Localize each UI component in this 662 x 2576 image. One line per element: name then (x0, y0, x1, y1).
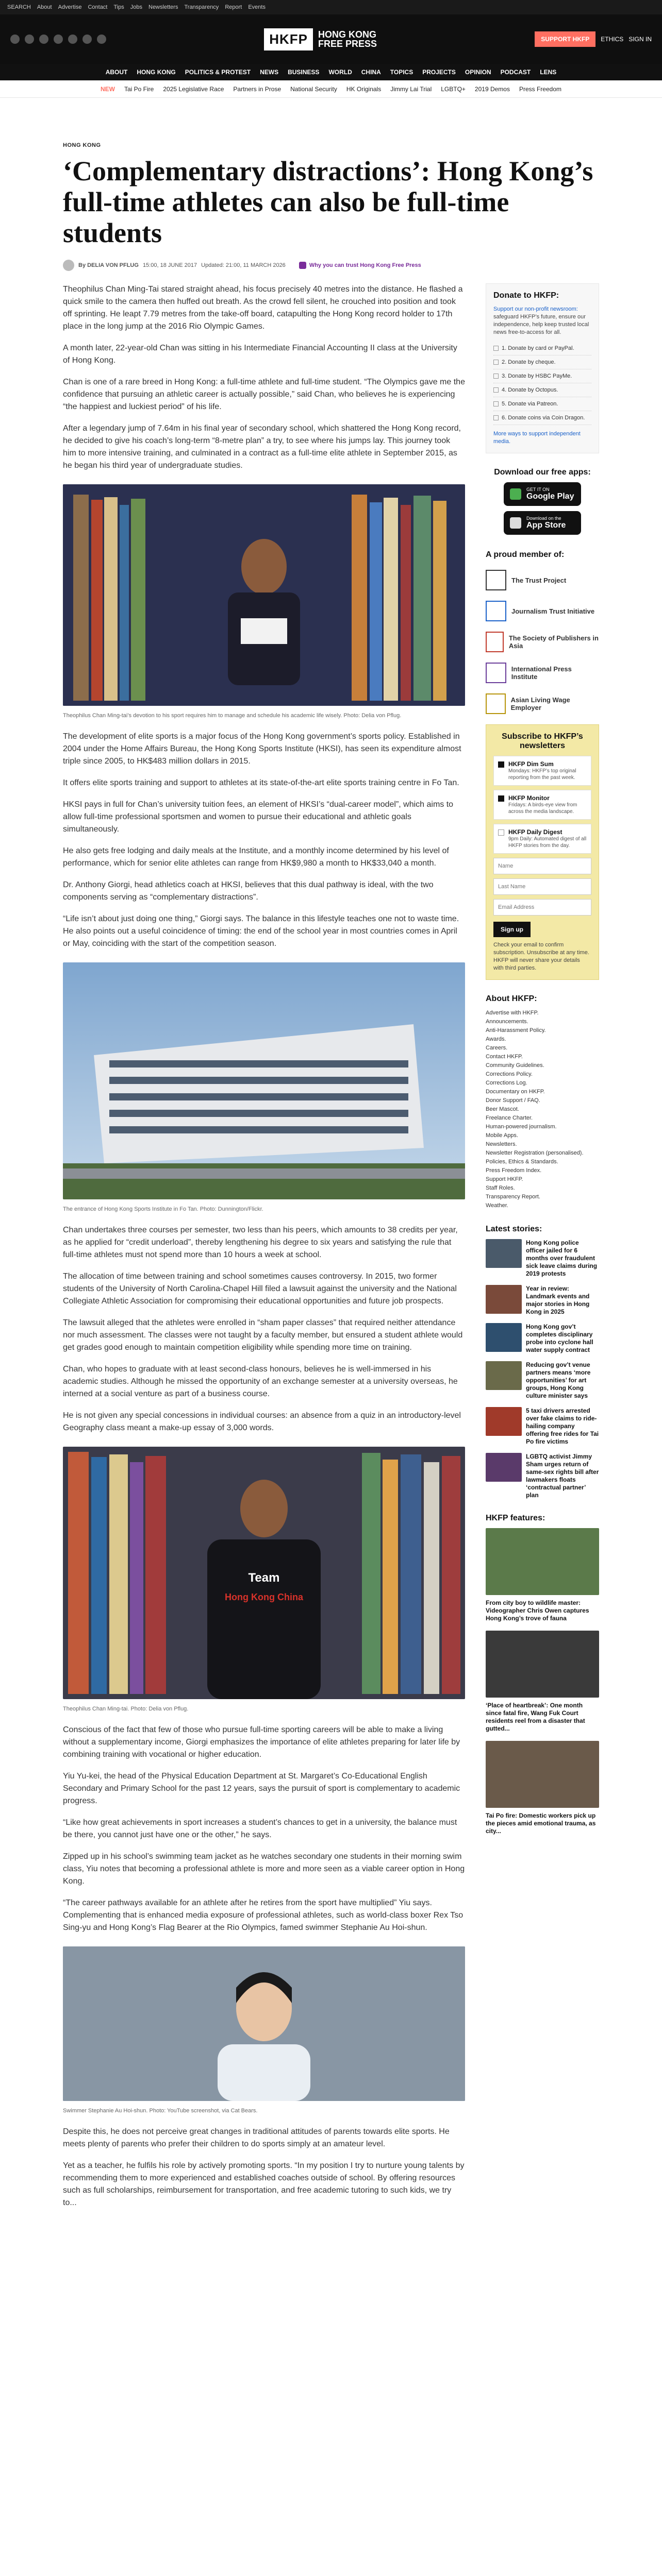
about-link[interactable]: Transparency Report. (486, 1194, 540, 1200)
logo-mark: HKFP (264, 28, 313, 50)
photo-caption: Swimmer Stephanie Au Hoi-shun. Photo: YouTube screenshot, via Cat Bears. (63, 2108, 258, 2114)
signup-button[interactable]: Sign up (493, 922, 531, 937)
topbar-tips[interactable]: Tips (113, 4, 124, 10)
features-title: HKFP features: (486, 1514, 545, 1522)
latest-title: Latest stories: (486, 1225, 542, 1233)
nav-china[interactable]: CHINA (361, 69, 381, 76)
about-link[interactable]: Corrections Policy. (486, 1071, 533, 1077)
donate-intro: safeguard HKFP’s future, ensure our independence, help keep trusted local news free-to-access for all. (493, 314, 589, 335)
name-input[interactable] (493, 858, 591, 874)
feature-title[interactable]: Tai Po fire: Domestic workers pick up the pieces amid emotional trauma, as city... (486, 1812, 596, 1835)
checkbox-icon (498, 829, 504, 836)
paragraph: Theophilus Chan Ming-Tai stared straight ahead, his focus precisely 40 metres into the distance. He flashed a quick smile to the camera then huffed out breath. As the crowd fell silent, he crouched into position and took off sprinting. He leapt 7.79 metres from the take-off board, catapulting the Hong Kong record holder to 17th place in the long jump at the 2016 Rio Olympic Games. (63, 285, 463, 331)
member-title: A proud member of: (486, 550, 565, 559)
about-link[interactable]: Human-powered journalism. (486, 1124, 557, 1130)
google-play-button[interactable]: GET IT ON Google Play (504, 482, 581, 506)
article-body (63, 283, 465, 2218)
author-avatar (63, 260, 74, 271)
nav-news[interactable]: NEWS (260, 69, 279, 76)
trust-project-logo (486, 570, 506, 590)
trending-item[interactable]: Partners in Prose (233, 85, 282, 93)
last-name-input[interactable] (493, 878, 591, 895)
sidebar (486, 283, 599, 2218)
site-logo[interactable] (264, 28, 377, 50)
nav-topics[interactable]: TOPICS (390, 69, 413, 76)
about-link[interactable]: Awards. (486, 1036, 506, 1042)
topbar-contact[interactable]: Contact (88, 4, 108, 10)
trending-item[interactable]: HK Originals (346, 85, 382, 93)
trending-item[interactable]: 2019 Demos (474, 85, 510, 93)
topbar-report[interactable]: Report (225, 4, 242, 10)
nav-business[interactable]: BUSINESS (288, 69, 320, 76)
email-input[interactable] (493, 899, 591, 916)
page-content (63, 142, 599, 2218)
updated-date: Updated: 21:00, 11 MARCH 2026 (201, 262, 286, 268)
newsletter-note: Check your email to confirm subscription. Unsubscribe at any time. HKFP will never share your details with third parties. (493, 942, 589, 971)
newsletter-option[interactable]: HKFP Dim Sum Mondays: HKFP’s top original reporting from the past week. (493, 756, 591, 786)
nav-podcast[interactable]: PODCAST (500, 69, 531, 76)
about-link[interactable]: Donor Support / FAQ. (486, 1097, 540, 1104)
about-link[interactable]: Anti-Harassment Policy. (486, 1027, 546, 1033)
paragraph: Chan, who hopes to graduate with at least second-class honours, believes he is well-immersed in his academic studies. Although he missed the opportunity of an exchange semester at a university overseas, he interned at a social venture as part of a business course. (63, 1365, 458, 1398)
feature-title[interactable]: ‘Place of heartbreak’: One month since fatal fire, Wang Fuk Court residents reel from a disaster that gutted... (486, 1702, 585, 1732)
checkbox-icon (493, 415, 499, 420)
paragraph: The development of elite sports is a major focus of the Hong Kong government’s sports policy. Established in 2004 under the Home Affairs Bureau, the Hong Kong Sports Institute (HKSI), has seen its expenditure almost triple since 2005, to HK$483 million dollars in 2015. (63, 732, 461, 766)
donate-option[interactable]: 1. Donate by card or PayPal. (493, 342, 591, 355)
publish-date: 15:00, 18 JUNE 2017 (142, 262, 197, 268)
latest-story[interactable]: Hong Kong police officer jailed for 6 months over fraudulent sick leave claims during 2019 protests (486, 1239, 599, 1278)
checkbox-icon (493, 346, 499, 351)
instagram-icon[interactable] (39, 35, 48, 44)
feature-title[interactable]: From city boy to wildlife master: Videographer Chris Owen captures Hong Kong’s trove of fauna (486, 1599, 589, 1622)
topbar-search[interactable]: SEARCH (7, 4, 31, 10)
section-label[interactable]: HONG KONG (63, 142, 101, 148)
byline (63, 260, 599, 271)
story-thumbnail (486, 1407, 522, 1436)
app-store-button[interactable]: Download on the App Store (504, 511, 581, 535)
donate-option[interactable]: 4. Donate by Octopus. (493, 383, 591, 397)
utility-bar (0, 0, 662, 14)
paragraph: A month later, 22-year-old Chan was sitting in his Intermediate Financial Accounting II class at the University of Hong Kong. (63, 344, 457, 365)
social-links (10, 35, 106, 44)
jersey-text-country: Hong Kong China (225, 1592, 303, 1602)
trending-item[interactable]: Tai Po Fire (124, 85, 154, 93)
story-thumbnail (486, 1453, 522, 1482)
story-thumbnail (486, 1285, 522, 1314)
latest-story[interactable]: Year in review: Landmark events and major stories in Hong Kong in 2025 (486, 1285, 599, 1316)
about-link[interactable]: Weather. (486, 1202, 508, 1209)
jti-logo (486, 601, 506, 621)
photo-caption: Theophilus Chan Ming-tai. Photo: Delia von Pflug. (63, 1706, 189, 1712)
living-wage-logo (486, 693, 506, 714)
photo-athlete-jersey (63, 1447, 465, 1699)
google-play-icon (510, 488, 521, 500)
member-org[interactable]: International Press Institute (486, 663, 599, 683)
about-links (486, 1009, 599, 1210)
latest-story[interactable]: Hong Kong gov’t completes disciplinary probe into cyclone hall water supply contract (486, 1323, 599, 1354)
trust-link[interactable] (299, 262, 421, 269)
support-button[interactable]: SUPPORT HKFP (535, 31, 595, 47)
checkbox-icon (493, 360, 499, 365)
about-link[interactable]: Community Guidelines. (486, 1062, 544, 1069)
nav-hong-kong[interactable]: HONG KONG (137, 69, 176, 76)
youtube-icon[interactable] (68, 35, 77, 44)
checkbox-icon (493, 387, 499, 393)
bluesky-icon[interactable] (82, 35, 92, 44)
photo-library-reading (63, 484, 465, 706)
about-link[interactable]: Press Freedom Index. (486, 1167, 542, 1174)
trust-label: Why you can trust Hong Kong Free Press (309, 262, 421, 268)
story-thumbnail (486, 1323, 522, 1352)
story-thumbnail (486, 1239, 522, 1268)
paragraph: Despite this, he does not perceive great changes in traditional attitudes of parents towards elite sports. He meets plenty of parents who prefer their children to do sports simply at an amateur level. (63, 2127, 450, 2148)
paragraph: HKSI pays in full for Chan’s university tuition fees, an element of HKSI’s “dual-career model”, which aims to allow full-time professional sportsmen and women to pursue their educational and athletic goals simultaneously. (63, 800, 454, 834)
about-link[interactable]: Support HKFP. (486, 1176, 523, 1182)
trending-item[interactable]: National Security (290, 85, 337, 93)
trending-item[interactable]: 2025 Legislative Race (163, 85, 224, 93)
donate-option[interactable]: 6. Donate coins via Coin Dragon. (493, 411, 591, 425)
checkbox-checked-icon (498, 761, 504, 768)
apps-title: Download our free apps: (494, 468, 591, 477)
about-link[interactable]: Announcements. (486, 1019, 528, 1025)
donate-option[interactable]: 5. Donate via Patreon. (493, 397, 591, 411)
member-org[interactable]: Asian Living Wage Employer (486, 693, 599, 714)
donate-title: Donate to HKFP: (493, 291, 559, 300)
feature-image[interactable] (486, 1741, 599, 1808)
topbar-newsletters[interactable]: Newsletters (148, 4, 178, 10)
donate-option[interactable]: 2. Donate by cheque. (493, 355, 591, 369)
about-link[interactable]: Careers. (486, 1045, 508, 1051)
photo-sports-institute (63, 962, 465, 1199)
paragraph: It offers elite sports training and support to athletes at its state-of-the-art elite sports training centre in Fo Tan. (63, 778, 459, 787)
paragraph: “Life isn’t about just doing one thing,” Giorgi says. The balance in this lifestyle teaches one not to waste time. He also points out a useful coincidence of timing: the end of the school year in most countries comes in April or May, coinciding with the start of the competition season. (63, 914, 459, 948)
new-badge: NEW (100, 85, 115, 93)
paragraph: He also gets free lodging and daily meals at the Institute, and a monthly income determined by his level of performance, which for senior elite athletes can range from HK$9,980 a month to HK$33,040 a month. (63, 846, 449, 868)
threads-icon[interactable] (54, 35, 63, 44)
trending-item[interactable]: LGBTQ+ (441, 85, 466, 93)
paragraph: “Like how great achievements in sport increases a student’s chances to get in a university, the balance must be there, you cannot just have one or the other,” he says. (63, 1818, 457, 1839)
feature-image[interactable] (486, 1528, 599, 1595)
logo-line1: HONG KONG (318, 29, 377, 40)
topbar-jobs[interactable]: Jobs (130, 4, 142, 10)
topbar-transparency[interactable]: Transparency (184, 4, 219, 10)
photo-caption: Theophilus Chan Ming-tai’s devotion to his sport requires him to manage and schedule his academic life wisely. Photo: Delia von Pflug. (63, 713, 402, 719)
paragraph: The allocation of time between training and school sometimes causes controversy. In 2015, two former students of the University of North Carolina-Chapel Hill filed a lawsuit against the university and the National Collegiate Athletic Association for compromising their educational opportunities and future job prospects. (63, 1272, 457, 1306)
donate-intro-link[interactable]: Support our non-profit newsroom: (493, 306, 578, 312)
jersey-text-team: Team (248, 1571, 280, 1585)
about-link[interactable]: Policies, Ethics & Standards. (486, 1159, 558, 1165)
checkbox-icon (493, 401, 499, 406)
author-name[interactable]: By DELIA VON PFLUG (78, 262, 139, 268)
about-link[interactable]: Freelance Charter. (486, 1115, 533, 1121)
masthead (0, 14, 662, 64)
trending-item[interactable]: Jimmy Lai Trial (390, 85, 432, 93)
article-title: ‘Complementary distractions’: Hong Kong’s full-time athletes can also be full-time students (63, 156, 593, 248)
topbar-advertise[interactable]: Advertise (58, 4, 82, 10)
about-link[interactable]: Staff Roles. (486, 1185, 515, 1191)
trust-icon (299, 262, 306, 269)
checkbox-checked-icon (498, 795, 504, 802)
latest-story[interactable]: LGBTQ activist Jimmy Sham urges return of same-sex rights bill after lawmakers floats ‘contractual partner’ plan (486, 1453, 599, 1499)
feature-image[interactable] (486, 1631, 599, 1698)
paragraph: The lawsuit alleged that the athletes were enrolled in “sham paper classes” that required neither attendance nor much assessment. The classes were not taught by a faculty member, but ensured a student athlete would get grades good enough to maintain competition eligibility while spending more time on training. (63, 1318, 463, 1352)
nav-politics[interactable]: POLITICS & PROTEST (185, 69, 251, 76)
apple-icon (510, 517, 521, 529)
newsletter-option[interactable]: HKFP Daily Digest 9pm Daily: Automated digest of all HKFP stories from the day. (493, 824, 591, 854)
signin-link[interactable]: SIGN IN (628, 36, 652, 43)
trending-nav (0, 80, 662, 98)
newsletter-title: Subscribe to HKFP’s newsletters (502, 732, 583, 750)
about-link[interactable]: Newsletter Registration (personalised). (486, 1150, 584, 1156)
nav-projects[interactable]: PROJECTS (422, 69, 456, 76)
paragraph: After a legendary jump of 7.64m in his final year of secondary school, which shattered the Hong Kong record, he decided to give his coach’s long-term “8-metre plan” a try, to see where his jumps lay. This journey took him to more intensive training, and culminated in a contract as a full-time elite athlete in September 2015, as he began his third year of undergraduate studies. (63, 424, 461, 470)
topbar-events[interactable]: Events (248, 4, 266, 10)
paragraph: Yiu Yu-kei, the head of the Physical Education Department at St. Margaret’s Co-Educational English Secondary and Primary School for the past 12 years, says the pursuit of sport is complementary to academic progress. (63, 1772, 460, 1805)
about-link[interactable]: Advertise with HKFP. (486, 1010, 539, 1016)
checkbox-icon (493, 374, 499, 379)
ethics-link[interactable]: ETHICS (601, 36, 624, 43)
donate-box (486, 283, 599, 453)
linkedin-icon[interactable] (97, 35, 106, 44)
trending-item[interactable]: Press Freedom (519, 85, 561, 93)
about-link[interactable]: Corrections Log. (486, 1080, 527, 1086)
about-link[interactable]: Beer Mascot. (486, 1106, 519, 1112)
latest-story[interactable]: Reducing gov’t venue partners means ‘more opportunities’ for art groups, Hong Kong culture minister says (486, 1361, 599, 1400)
paragraph: Yet as a teacher, he fulfils his role by actively promoting sports. “In my position I try to nurture young talents by recommending them to more experienced and established coaches outside of school. By offering resources such as full scholarships, reimbursement for transportation, and free academic tutoring to such kids, we try to... (63, 2161, 465, 2207)
about-link[interactable]: Mobile Apps. (486, 1132, 518, 1139)
paragraph: Chan undertakes three courses per semester, two less than his peers, which amounts to 38 credits per year, as he applied for “credit underload”, thereby lengthening his degree to six years and satisfying the rule that full-time athletes must not spend more than 10 hours a week at school. (63, 1226, 458, 1259)
about-title: About HKFP: (486, 994, 537, 1003)
nav-lens[interactable]: LENS (540, 69, 557, 76)
nav-about[interactable]: ABOUT (105, 69, 128, 76)
nav-world[interactable]: WORLD (328, 69, 352, 76)
member-org[interactable]: Journalism Trust Initiative (486, 601, 599, 621)
ipi-logo (486, 663, 506, 683)
member-org[interactable]: The Trust Project (486, 570, 599, 590)
nav-opinion[interactable]: OPINION (465, 69, 491, 76)
about-link[interactable]: Contact HKFP. (486, 1054, 523, 1060)
newsletter-option[interactable]: HKFP Monitor Fridays: A birds-eye view from across the media landscape. (493, 790, 591, 820)
donate-option[interactable]: 3. Donate by HSBC PayMe. (493, 369, 591, 383)
facebook-icon[interactable] (10, 35, 20, 44)
photo-swimmer (63, 1946, 465, 2101)
about-link[interactable]: Newsletters. (486, 1141, 517, 1147)
about-link[interactable]: Documentary on HKFP. (486, 1089, 545, 1095)
newsletter-box (486, 724, 599, 980)
paragraph: “The career pathways available for an athlete after he retires from the sport have multiplied” Yiu says. Complementing that is enhanced media exposure of professional athletes, such as world-class boxer Rex Tso Sing-yu and Hong Kong’s Flag Bearer at the Rio Olympics, famed swimmer Stephanie Au Hoi-shun. (63, 1899, 464, 1932)
logo-line2: FREE PRESS (318, 39, 377, 49)
more-ways-link[interactable]: More ways to support independent media. (493, 431, 581, 445)
main-nav (0, 64, 662, 80)
latest-story[interactable]: 5 taxi drivers arrested over fake claims to ride-hailing company offering free rides for Tai Po fire victims (486, 1407, 599, 1446)
topbar-about[interactable]: About (37, 4, 52, 10)
photo-caption: The entrance of Hong Kong Sports Institute in Fo Tan. Photo: Dunnington/Flickr. (63, 1206, 263, 1212)
paragraph: Conscious of the fact that few of those who pursue full-time sporting careers will be able to make a living without a supplementary income, Giorgi emphasizes the importance of elite athletes preparing for later life by combining training with vocational or higher education. (63, 1725, 460, 1759)
story-thumbnail (486, 1361, 522, 1390)
x-icon[interactable] (25, 35, 34, 44)
paragraph: He is not given any special concessions in individual courses: an absence from a quiz in an introductory-level Geography class meant a make-up essay of 3,000 words. (63, 1411, 461, 1432)
paragraph: Chan is one of a rare breed in Hong Kong: a full-time athlete and full-time student. “The Olympics gave me the confidence that pursuing an athletic career is actually possible,” said Chan, who believes he is experiencing “the happiest and luckiest period” of his life. (63, 378, 465, 411)
paragraph: Dr. Anthony Giorgi, head athletics coach at HKSI, believes that this dual pathway is ideal, with the two components serving as “complementary distractions”. (63, 880, 434, 902)
paragraph: Zipped up in his school’s swimming team jacket as he watches secondary one students in their morning swim class, Yiu notes that becoming a professional athlete is more and more seen as a viable career option in Hong Kong. (63, 1852, 465, 1886)
sopa-logo (486, 632, 504, 652)
member-org[interactable]: The Society of Publishers in Asia (486, 632, 599, 652)
